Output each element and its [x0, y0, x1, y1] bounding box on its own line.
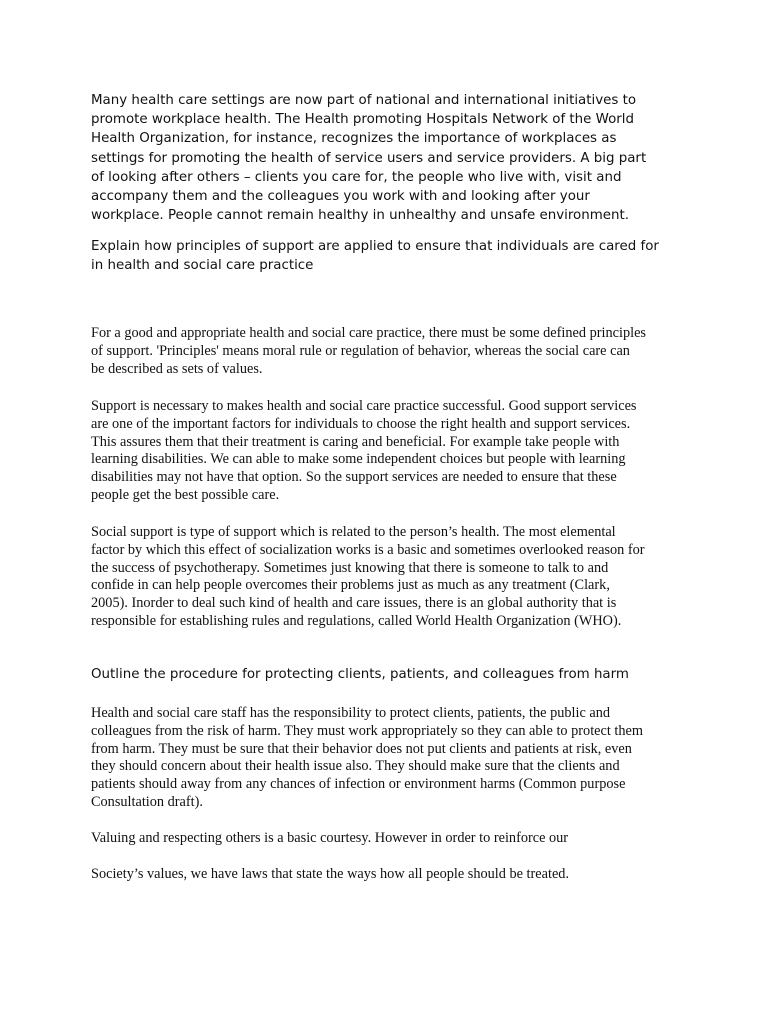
intro-line: accompany them and the colleagues you work with and looking after your — [91, 189, 590, 205]
question-heading-principles — [91, 237, 691, 275]
paragraph-line: of support. 'Principles' means moral rule or regulation of behavior, whereas the social care can — [91, 342, 630, 359]
answer-paragraph-support — [91, 398, 671, 505]
paragraph-line: are one of the important factors for individuals to choose the right health and support services. — [91, 415, 631, 432]
paragraph-line: Health and social care staff has the responsibility to protect clients, patients, the public and — [91, 705, 611, 721]
intro-paragraph — [91, 91, 691, 225]
question-line: Outline the procedure for protecting clients, patients, and colleagues from harm — [91, 667, 629, 682]
paragraph-line: colleagues from the risk of harm. They must work appropriately so they can able to protect them — [91, 722, 643, 739]
paragraph-line: be described as sets of values. — [91, 360, 263, 377]
intro-line: workplace. People cannot remain healthy in unhealthy and unsafe environment. — [91, 208, 630, 224]
intro-line: Health Organization, for instance, recognizes the importance of workplaces as — [91, 131, 617, 147]
paragraph-line: confide in can help people overcomes their problems just as much as any treatment (Clark, — [91, 577, 610, 594]
paragraph-line: Valuing and respecting others is a basic courtesy. However in order to reinforce our — [91, 830, 569, 846]
answer-paragraph-social-support — [91, 524, 671, 631]
intro-line: settings for promoting the health of service users and service providers. A big part — [91, 150, 647, 166]
paragraph-line: they should concern about their health issue also. They should make sure that the clients and — [91, 758, 620, 775]
paragraph-line: the success of psychotherapy. Sometimes just knowing that there is someone to talk to and — [91, 559, 609, 576]
answer-paragraph-protection — [91, 705, 671, 812]
answer-paragraph-values — [91, 866, 671, 884]
question-heading-protection — [91, 665, 691, 684]
paragraph-line: For a good and appropriate health and social care practice, there must be some defined principles — [91, 325, 646, 341]
intro-line: promote workplace health. The Health promoting Hospitals Network of the World — [91, 112, 635, 128]
paragraph-line: responsible for establishing rules and regulations, called World Health Organization (WHO). — [91, 612, 622, 629]
paragraph-line: Consultation draft). — [91, 793, 203, 810]
paragraph-line: factor by which this effect of socialization works is a basic and sometimes overlooked reason for — [91, 541, 645, 558]
paragraph-line: This assures them that their treatment is caring and beneficial. For example take people with — [91, 433, 620, 450]
paragraph-line: patients should away from any chances of infection or environment harms (Common purpose — [91, 776, 626, 793]
paragraph-line: Social support is type of support which is related to the person’s health. The most elemental — [91, 524, 616, 540]
paragraph-line: from harm. They must be sure that their behavior does not put clients and patients at risk, even — [91, 740, 632, 757]
answer-paragraph-respect — [91, 830, 671, 848]
paragraph-line: 2005). Inorder to deal such kind of health and care issues, there is an global authority that is — [91, 595, 617, 612]
paragraph-line: disabilities may not have that option. So the support services are needed to ensure that these — [91, 469, 617, 486]
paragraph-line: Society’s values, we have laws that state the ways how all people should be treated. — [91, 866, 570, 882]
question-line: Explain how principles of support are applied to ensure that individuals are cared for — [91, 239, 659, 254]
paragraph-line: Support is necessary to makes health and social care practice successful. Good support services — [91, 398, 637, 414]
intro-line: of looking after others – clients you care for, the people who live with, visit and — [91, 169, 622, 185]
intro-line: Many health care settings are now part of national and international initiatives to — [91, 93, 637, 108]
paragraph-line: people get the best possible care. — [91, 486, 280, 503]
paragraph-line: learning disabilities. We can able to make some independent choices but people with learning — [91, 451, 626, 468]
question-line: in health and social care practice — [91, 258, 314, 274]
answer-paragraph-principles — [91, 325, 671, 378]
